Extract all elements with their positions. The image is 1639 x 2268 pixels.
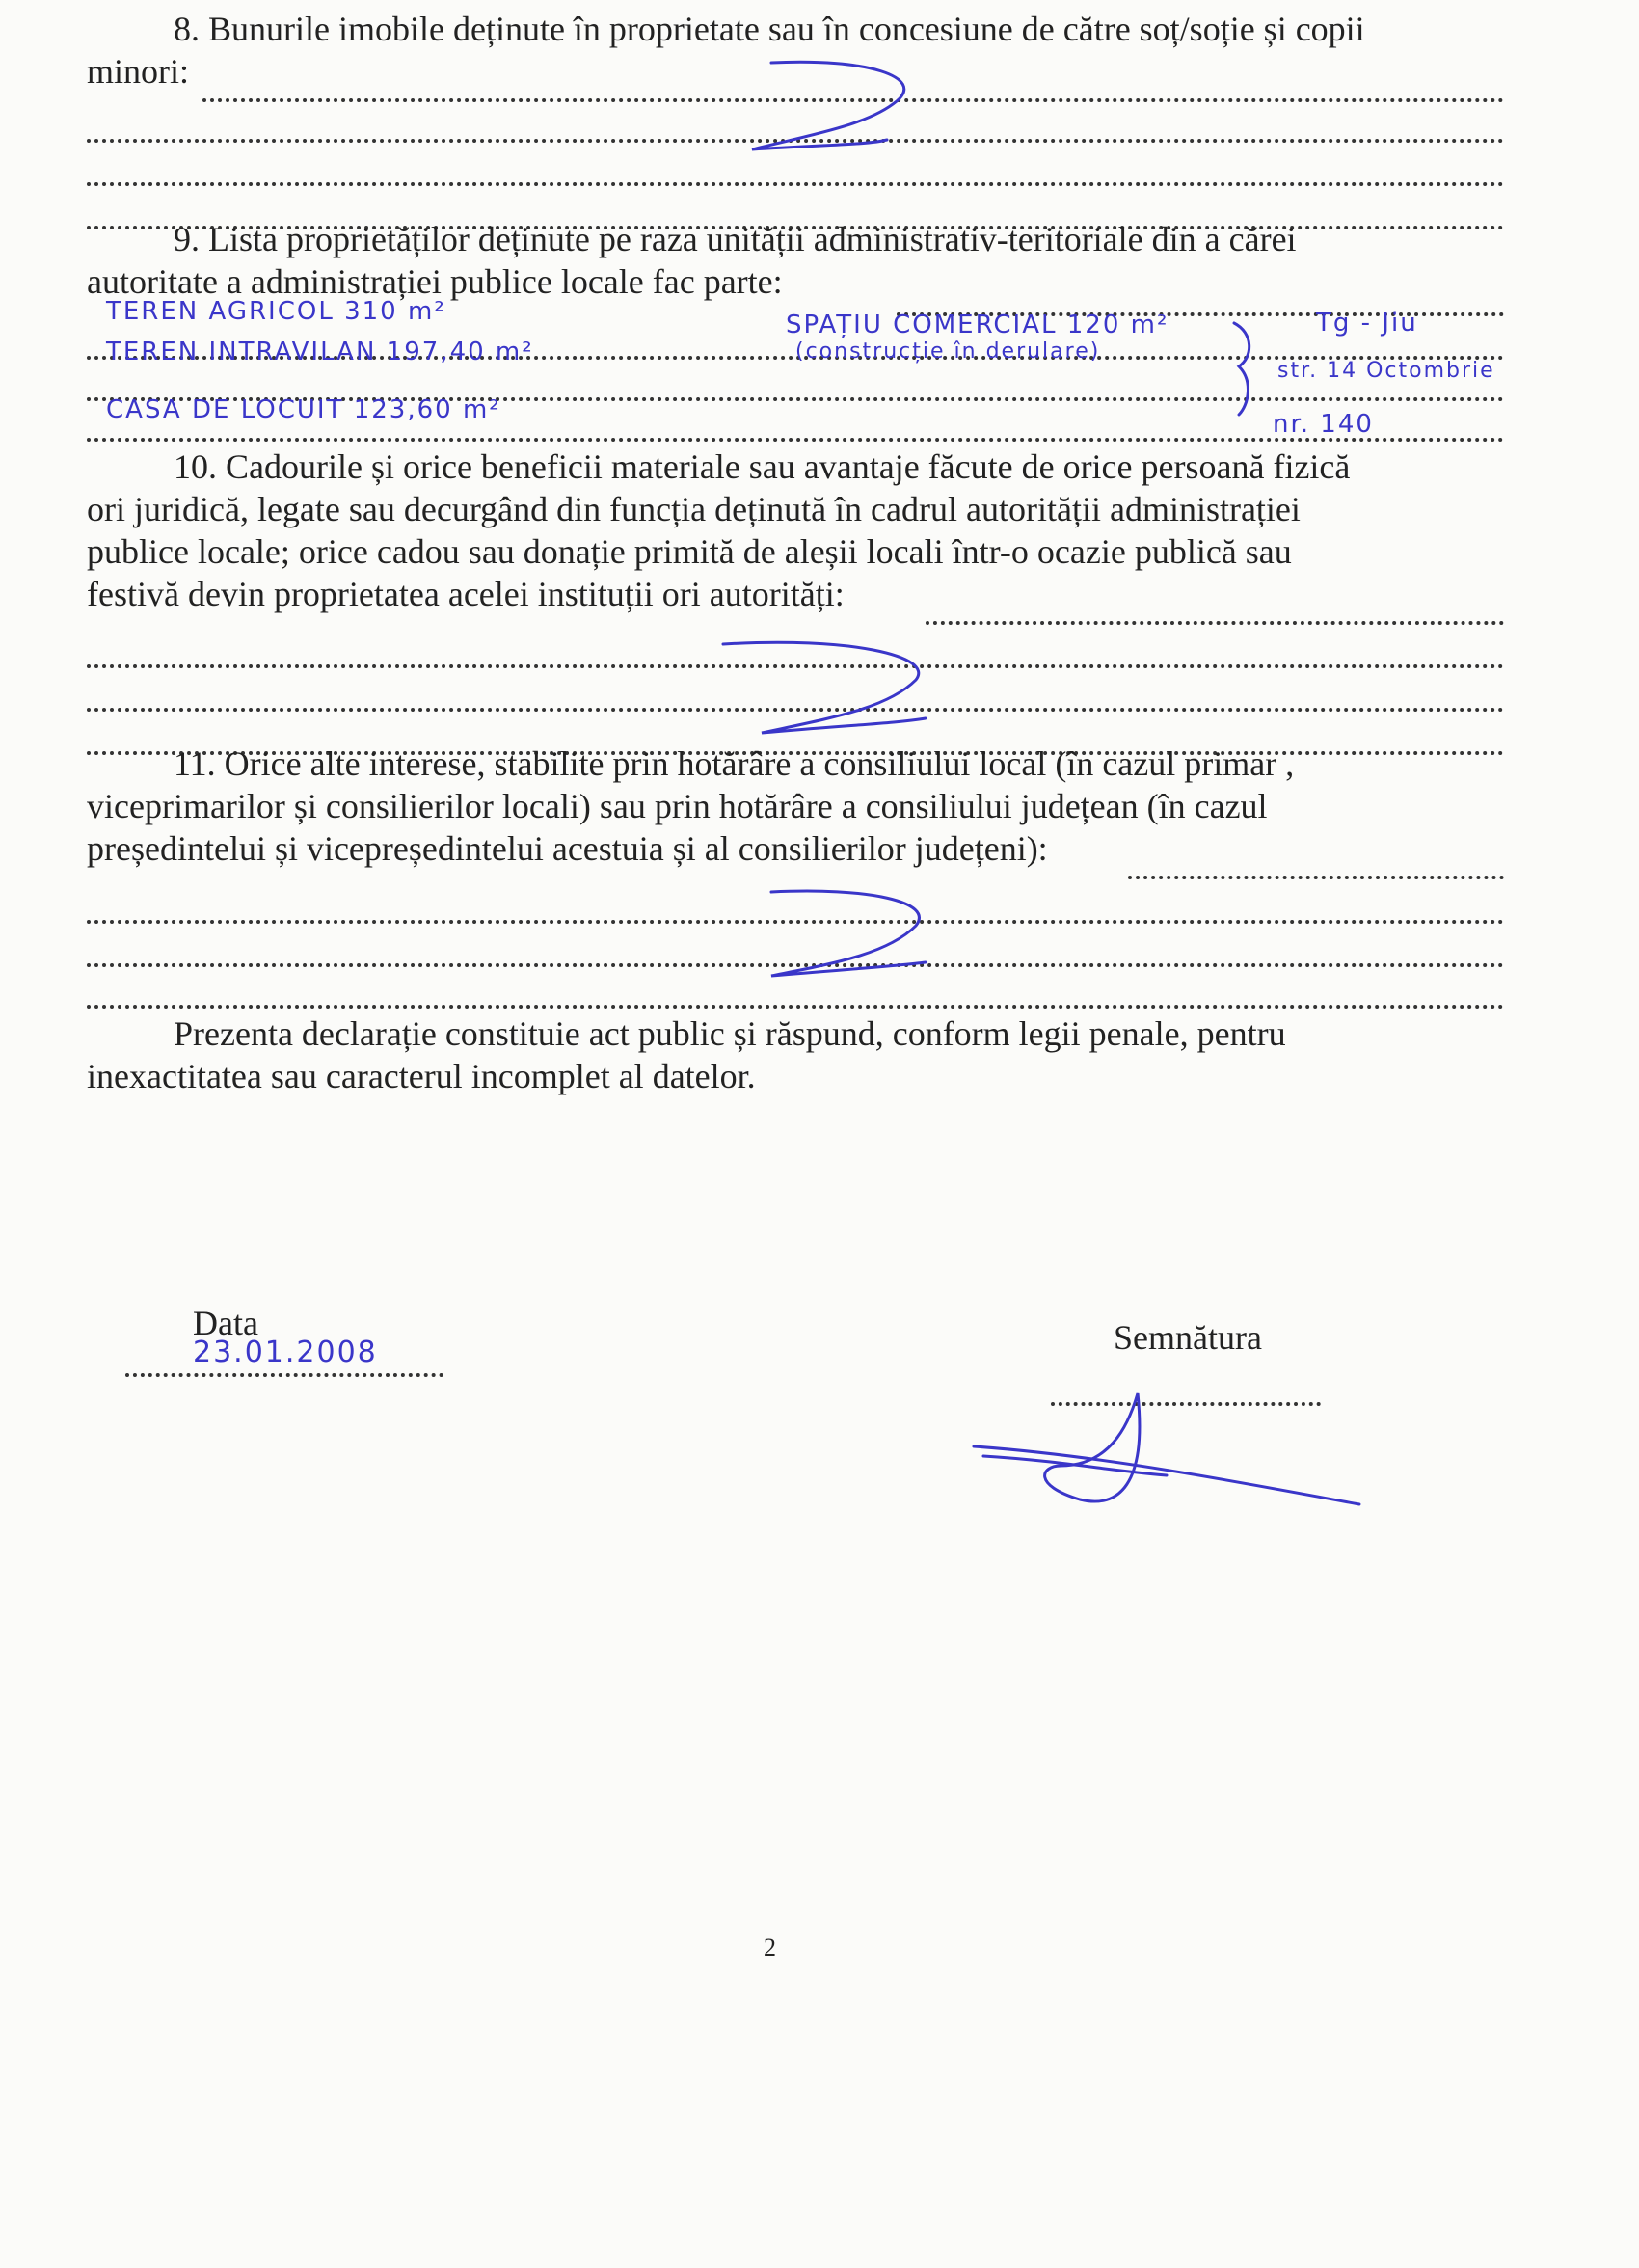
handwritten-entry: Tg - Jiu [1316, 309, 1418, 338]
handwritten-entry: str. 14 Octombrie [1277, 359, 1495, 383]
closing-line-2: inexactitatea sau caracterul incomplet al datelor. [87, 1057, 756, 1095]
handwritten-entry: CASA DE LOCUIT 123,60 m² [106, 395, 501, 424]
strikethrough-scribble [723, 642, 926, 733]
page-number: 2 [764, 1933, 776, 1961]
signature-stroke [1045, 1393, 1140, 1501]
section-10-line-3: publice locale; orice cadou sau donație primită de aleșii locali într-o ocazie publică sau [87, 532, 1292, 571]
handwritten-entry: nr. 140 [1273, 410, 1374, 439]
handwritten-entry: TEREN AGRICOL 310 m² [106, 297, 446, 326]
handwritten-entry: (construcție în derulare) [795, 339, 1101, 364]
strikethrough-scribble [752, 62, 904, 149]
section-8-line-2: minori: [87, 52, 189, 91]
closing-line-1: Prezenta declarație constituie act public și răspund, conform legii penale, pentru [174, 1014, 1286, 1053]
signature-label: Semnătura [1114, 1318, 1262, 1357]
bracket-stroke [1234, 323, 1249, 415]
section-11-line-3: președintelui și vicepreședintelui acestuia și al consilierilor județeni): [87, 829, 1048, 868]
section-9-line-2: autoritate a administrației publice locale fac parte: [87, 262, 783, 301]
handwritten-entry: SPAȚIU COMERCIAL 120 m² [786, 310, 1169, 339]
section-10-line-4: festivă devin proprietatea acelei instituții ori autorități: [87, 575, 845, 613]
section-11-line-2: viceprimarilor și consilierilor locali) sau prin hotărâre a consiliului județean (în cazul [87, 787, 1268, 825]
strikethrough-scribble [771, 891, 926, 976]
section-11-line-1: 11. Orice alte interese, stabilite prin hotărâre a consiliului local (în cazul primar , [174, 744, 1295, 783]
section-8-line-1: 8. Bunurile imobile deținute în proprietate sau în concesiune de către soț/soție și copii [174, 10, 1365, 48]
handwritten-entry: TEREN INTRAVILAN 197,40 m² [106, 338, 534, 366]
section-10-line-1: 10. Cadourile și orice beneficii materiale sau avantaje făcute de orice persoană fizică [174, 447, 1351, 486]
date-label: Data [193, 1304, 258, 1342]
section-10-line-2: ori juridică, legate sau decurgând din funcția deținută în cadrul autorității administrației [87, 490, 1301, 528]
handwritten-date: 23.01.2008 [193, 1336, 378, 1369]
section-9-line-1: 9. Lista proprietăților deținute pe raza unității administrativ-teritoriale din a cărei [174, 220, 1297, 258]
